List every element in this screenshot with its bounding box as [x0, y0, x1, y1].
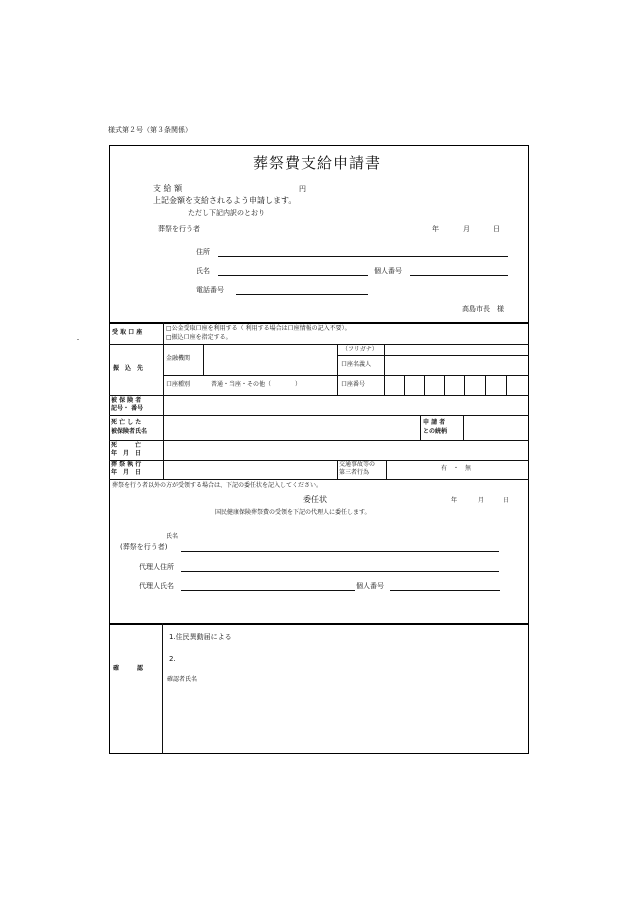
- divider-furigana: [337, 355, 529, 356]
- divider-receipt: [109, 344, 529, 345]
- account-type-options[interactable]: 普通・当座・その他（ ）: [211, 381, 302, 388]
- date-day: 日: [493, 225, 500, 233]
- acct-digit-5: [485, 375, 486, 395]
- col-relation-divider: [420, 415, 421, 440]
- personal-number-field[interactable]: [410, 275, 508, 276]
- relation-label-1: 申 請 者: [423, 419, 446, 426]
- transfer-label: 振 込 先: [113, 365, 144, 372]
- third-party-label-2: 第三者行為: [339, 469, 370, 476]
- deceased-label-2: 被保険者氏名: [111, 428, 148, 435]
- divider-confirmation: [109, 623, 529, 625]
- furigana-label: （フリガナ）: [342, 346, 378, 353]
- agent-name-field[interactable]: [181, 590, 355, 591]
- margin-mark: [77, 339, 79, 340]
- name-label: 氏名: [196, 267, 210, 275]
- amount-label: 支 給 額: [153, 184, 183, 193]
- acct-digit-2: [424, 375, 425, 395]
- name-field[interactable]: [218, 275, 368, 276]
- request-line: 上記金額を支給されるよう申請します。: [153, 196, 297, 205]
- receipt-option-public[interactable]: □公金受取口座を利用する（ 利用する場合は口座情報の記入不要）。: [166, 325, 351, 332]
- receipt-option-transfer[interactable]: □振込口座を指定する。: [166, 334, 232, 341]
- amount-unit: 円: [299, 185, 306, 193]
- bank-label: 金融機関: [166, 355, 191, 362]
- agent-name-label: 代理人氏名: [139, 582, 174, 590]
- phone-field[interactable]: [236, 294, 368, 295]
- funeral-label-2: 年 月 日: [111, 469, 142, 476]
- third-party-options[interactable]: 有 ・ 無: [441, 465, 472, 472]
- agent-personal-number-label: 個人番号: [356, 582, 384, 590]
- death-label-2: 年 月 日: [111, 450, 142, 457]
- delegation-statement: 国民健康保険葬祭費の受領を下記の代理人に委任します。: [215, 509, 371, 516]
- col-bank-divider: [203, 344, 204, 375]
- delegation-name-field[interactable]: [181, 551, 499, 552]
- address-field[interactable]: [218, 256, 508, 257]
- delegation-date-day: 日: [503, 497, 510, 504]
- delegation-date-year: 年: [451, 497, 458, 504]
- account-holder-label: 口座名義人: [341, 361, 372, 368]
- acct-digit-6: [506, 375, 507, 395]
- divider-funeral: [109, 479, 529, 480]
- relation-label-2: との続柄: [423, 428, 448, 435]
- confirmer-label: 確認者氏名: [167, 676, 198, 683]
- agent-address-label: 代理人住所: [139, 563, 174, 571]
- form-title: 葬祭費支給申請書: [253, 154, 382, 172]
- col-third-party-value-divider: [386, 460, 387, 479]
- applicant-label: 葬祭を行う者: [158, 225, 200, 233]
- col-holder-divider: [337, 344, 338, 395]
- funeral-label-1: 葬 祭 執 行: [111, 461, 142, 468]
- col-label-divider: [163, 322, 164, 479]
- insured-number-label-2: 記号・ 番号: [111, 405, 144, 412]
- delegation-title: 委任状: [303, 495, 327, 504]
- confirmation-item-1: 1.住民異動届による: [169, 633, 232, 641]
- col-holder-value-divider: [384, 344, 385, 395]
- account-type-label: 口座種別: [166, 381, 191, 388]
- agent-address-field[interactable]: [181, 571, 499, 572]
- acct-digit-4: [464, 375, 465, 395]
- agent-personal-number-field[interactable]: [390, 590, 500, 591]
- delegation-name-label: 氏名: [166, 533, 179, 540]
- form-number: 様式第２号（第３条関係）: [108, 126, 192, 134]
- death-label-1: 死 亡: [111, 442, 142, 449]
- divider-bank: [163, 375, 529, 376]
- address-label: 住所: [196, 248, 210, 256]
- delegation-date-month: 月: [478, 497, 485, 504]
- personal-number-label: 個人番号: [374, 267, 402, 275]
- insured-number-label-1: 被 保 険 者: [111, 397, 142, 404]
- receipt-account-label: 受 取 口 座: [112, 329, 143, 336]
- col-relation-value-divider: [463, 415, 464, 440]
- divider-transfer: [109, 395, 529, 396]
- delegation-name-sub-label: (葬祭を行う者): [120, 543, 168, 551]
- deceased-label-1: 死 亡 し た: [111, 419, 142, 426]
- acct-digit-3: [444, 375, 445, 395]
- divider-top: [109, 322, 529, 324]
- third-party-label-1: 交通事故等の: [339, 461, 376, 468]
- col-third-party-divider: [337, 460, 338, 479]
- phone-label: 電話番号: [196, 286, 224, 294]
- date-year: 年: [432, 225, 439, 233]
- divider-death: [109, 460, 529, 461]
- breakdown-line: ただし下記内訳のとおり: [188, 209, 265, 217]
- confirmation-item-2: 2.: [169, 655, 176, 663]
- confirmation-label: 確 認: [113, 665, 144, 672]
- divider-insured: [109, 415, 529, 416]
- divider-deceased: [109, 440, 529, 441]
- col-confirmation-divider: [162, 623, 163, 754]
- addressee: 高島市長 様: [462, 305, 504, 313]
- date-month: 月: [463, 225, 470, 233]
- acct-digit-1: [404, 375, 405, 395]
- account-number-label: 口座番号: [341, 381, 366, 388]
- delegation-notice: 葬祭を行う者以外の方が受領する場合は、下記の委任状を記入してください。: [112, 482, 323, 489]
